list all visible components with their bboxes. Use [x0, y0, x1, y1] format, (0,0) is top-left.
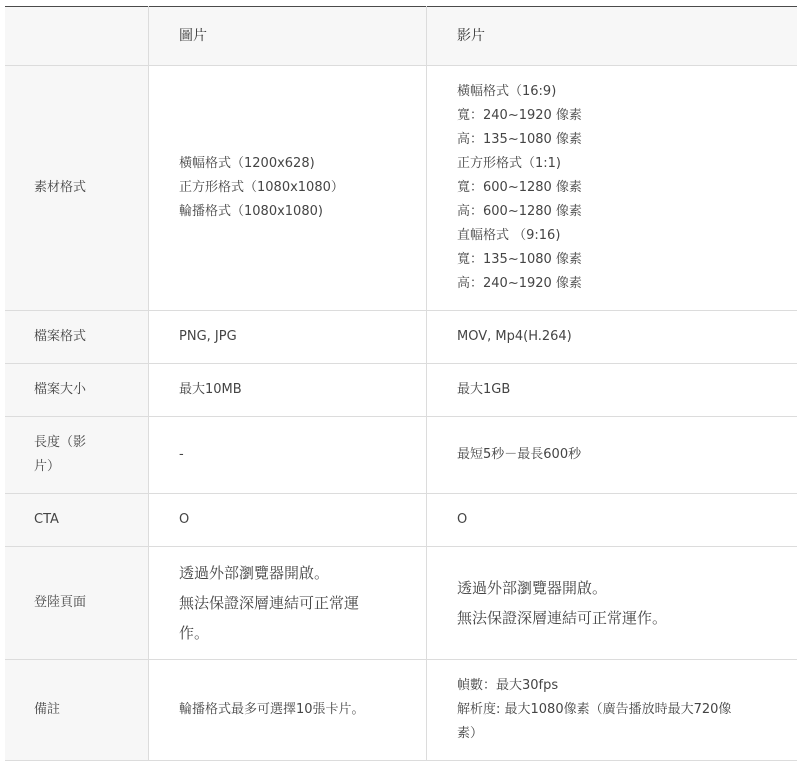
- image-value: 輪播格式最多可選擇10張卡片。: [179, 702, 365, 717]
- video-line: 高：240~1920 像素: [457, 276, 582, 291]
- image-cell: [149, 364, 427, 417]
- video-cell: [427, 66, 798, 311]
- image-cell: [149, 547, 427, 660]
- video-value: O: [457, 512, 468, 527]
- header-video: 影片: [427, 7, 798, 66]
- video-line: 高：600~1280 像素: [457, 204, 582, 219]
- row-label: CTA: [34, 512, 59, 527]
- video-cell: [427, 417, 798, 494]
- image-line: 正方形格式（1080x1080）: [179, 180, 344, 195]
- row-label: 長度（影: [34, 435, 87, 450]
- table-row: [5, 660, 797, 761]
- video-line: 寬：600~1280 像素: [457, 180, 582, 195]
- video-line: 透過外部瀏覽器開啟。: [457, 579, 608, 597]
- video-line: 橫幅格式（16:9): [457, 84, 557, 99]
- video-line: 直幅格式 （9:16): [457, 228, 561, 243]
- image-line: 輪播格式（1080x1080): [179, 204, 323, 219]
- image-line: 橫幅格式（1200x628): [179, 156, 315, 171]
- video-cell: [427, 494, 798, 547]
- image-line: 無法保證深層連結可正常運: [179, 594, 360, 612]
- video-value: MOV, Mp4(H.264): [457, 329, 572, 344]
- row-label-cell: [5, 660, 149, 761]
- video-line: 素）: [457, 726, 484, 741]
- video-value: 最短5秒－最長600秒: [457, 447, 582, 462]
- video-line: 解析度: 最大1080像素（廣告播放時最大720像: [457, 702, 732, 717]
- video-line: 幀數：最大30fps: [457, 678, 559, 693]
- row-label-cell: [5, 364, 149, 417]
- table-row: [5, 66, 797, 311]
- table-row: [5, 547, 797, 660]
- header-row: [5, 7, 797, 66]
- row-label-cell: [5, 66, 149, 311]
- image-line: 作。: [179, 624, 210, 642]
- table-row: [5, 417, 797, 494]
- video-cell: [427, 660, 798, 761]
- row-label: 素材格式: [34, 180, 87, 195]
- image-value: PNG, JPG: [179, 329, 237, 344]
- row-label: 檔案大小: [34, 382, 87, 397]
- image-cell: [149, 66, 427, 311]
- table-row: [5, 364, 797, 417]
- spec-table: [5, 6, 797, 761]
- video-value: 最大1GB: [457, 382, 511, 397]
- video-cell: [427, 547, 798, 660]
- image-cell: [149, 494, 427, 547]
- row-label-cell: [5, 417, 149, 494]
- header-corner: [5, 7, 149, 66]
- video-line: 無法保證深層連結可正常運作。: [457, 609, 668, 627]
- image-value: -: [179, 447, 184, 462]
- row-label: 片）: [34, 459, 61, 474]
- image-value: O: [179, 512, 190, 527]
- row-label: 檔案格式: [34, 329, 87, 344]
- table-row: [5, 311, 797, 364]
- image-cell: [149, 311, 427, 364]
- video-line: 高：135~1080 像素: [457, 132, 582, 147]
- video-line: 寬：240~1920 像素: [457, 108, 582, 123]
- row-label: 登陸頁面: [34, 595, 87, 610]
- table-row: [5, 494, 797, 547]
- row-label-cell: [5, 311, 149, 364]
- image-line: 透過外部瀏覽器開啟。: [179, 564, 330, 582]
- image-cell: [149, 417, 427, 494]
- video-line: 正方形格式（1:1): [457, 156, 561, 171]
- image-cell: [149, 660, 427, 761]
- header-image: 圖片: [149, 7, 427, 66]
- row-label-cell: [5, 547, 149, 660]
- row-label: 備註: [34, 702, 61, 717]
- video-cell: [427, 364, 798, 417]
- image-value: 最大10MB: [179, 382, 242, 397]
- row-label-cell: [5, 494, 149, 547]
- video-line: 寬：135~1080 像素: [457, 252, 582, 267]
- video-cell: [427, 311, 798, 364]
